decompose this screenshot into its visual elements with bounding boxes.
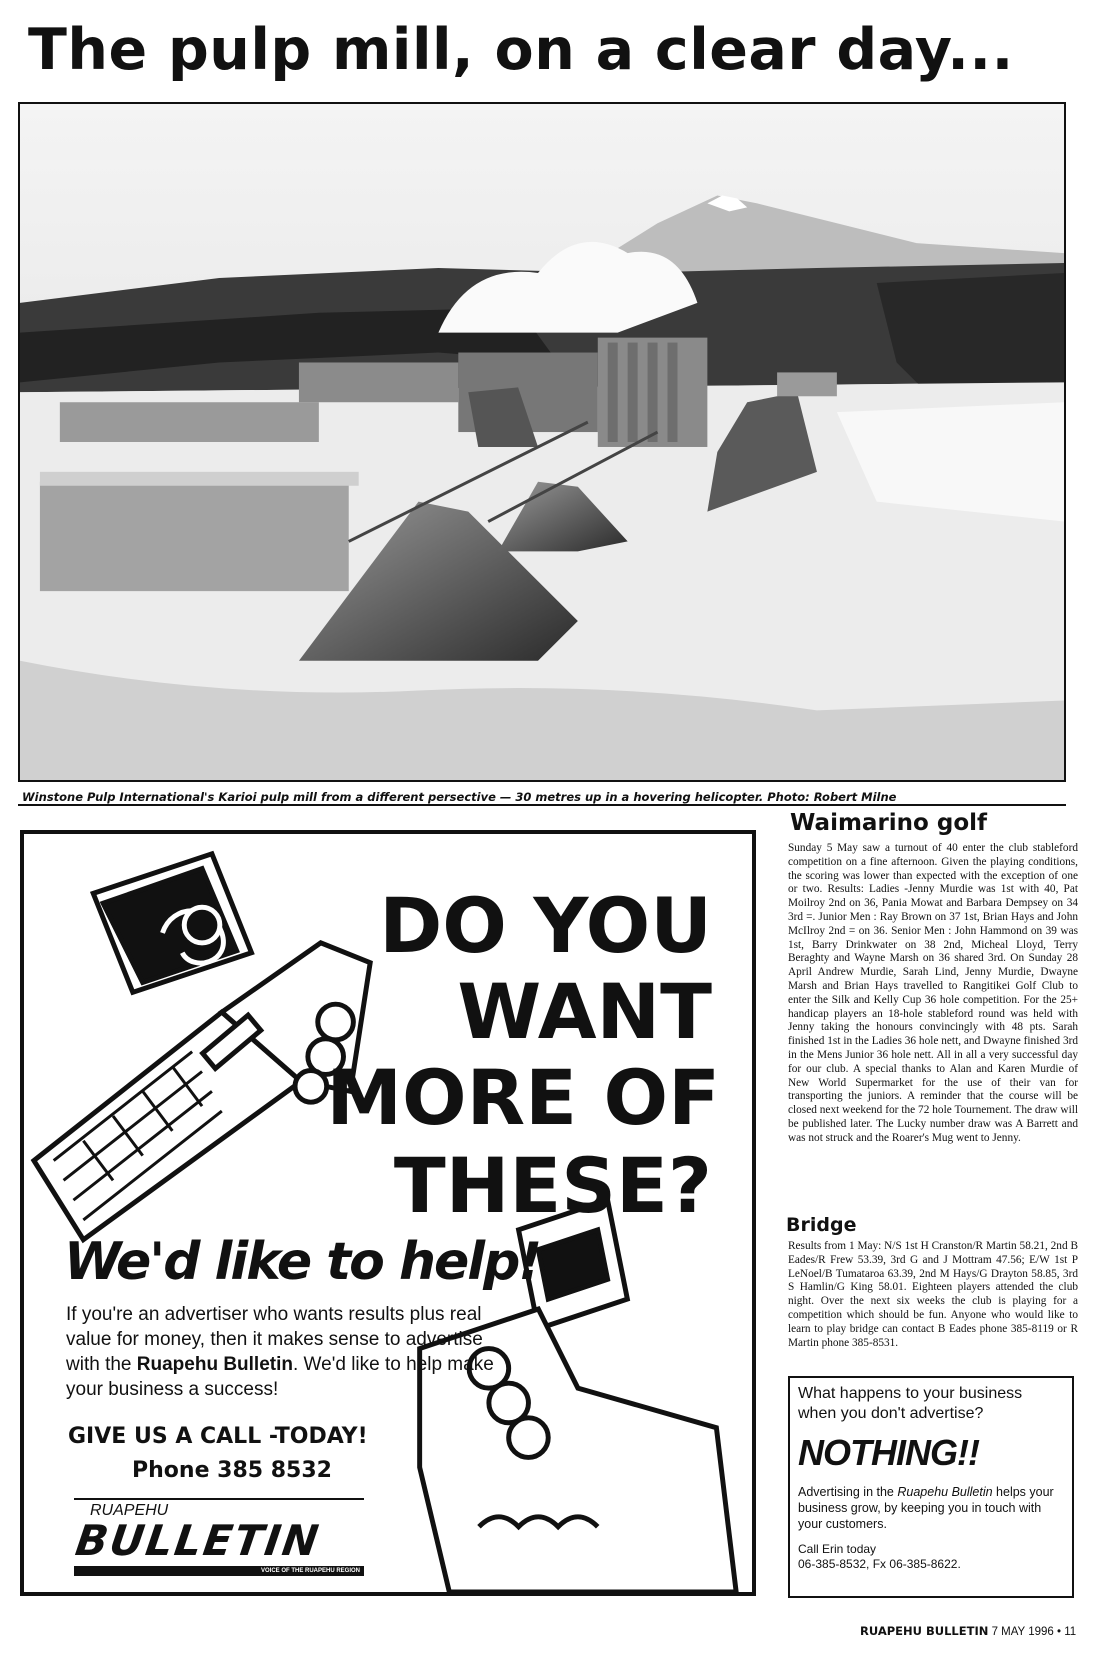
- ad-body-text: If you're an advertiser who wants results plus real value for money, then it makes sense to advertise with the Ruapehu Bulletin. We'd like to help make your business a success!: [66, 1304, 494, 1400]
- photo-caption: Winstone Pulp International's Karioi pulp mill from a different persective — 30 metres up in a hovering helicopter. Photo: Robert Milne: [22, 790, 897, 804]
- logo-top-text: RUAPEHU: [90, 1502, 169, 1519]
- footer-date: 7 MAY 1996: [991, 1626, 1054, 1638]
- house-ad-contact: Call Erin today 06-385-8532, Fx 06-385-8622.: [798, 1542, 961, 1571]
- ad-heading-line-4: THESE?: [393, 1141, 712, 1230]
- ad-heading-line-3: MORE OF: [326, 1053, 720, 1142]
- logo-name: BULLETIN: [72, 1516, 324, 1565]
- ad-call-to-action: GIVE US A CALL -TODAY!: [68, 1424, 368, 1449]
- house-ad-text: Advertising in the Ruapehu Bulletin helps your business grow, by keeping you in touch with your customers.: [798, 1485, 1054, 1531]
- footer-page-number: 11: [1064, 1626, 1077, 1638]
- bridge-heading: Bridge: [786, 1214, 857, 1236]
- caption-rule: [18, 804, 1066, 806]
- footer-separator: •: [1057, 1626, 1062, 1638]
- house-ad-brand: Ruapehu Bulletin: [897, 1485, 993, 1499]
- logo-tagline: VOICE OF THE RUAPEHU REGION: [260, 1568, 360, 1574]
- headline: The pulp mill, on a clear day...: [28, 17, 1014, 83]
- golf-article-text: Sunday 5 May saw a turnout of 40 enter the club stableford competition on a fine afternoon. Given the playing conditions, the scoring was lower than expected with the exception of one or two. Results: Ladies -Jenny Murdie was 1st with 40, Pat Moilroy 2nd on 36, Pania Mowat and Barbara Dempsey on 34 3rd =. Junior Men : Ray Brown on 37 1st, Brian Hays and John McIlroy 2nd = on 36. Senior Men : John Hammond on 39 was 1st, Barry Drinkwater on 38 2nd, Micheal Lloyd, Terry Beraghty and Wayne Marsh on 36 shared 3rd. On Sunday 28 April Andrew Murdie, Sarah Lind, Jenny Murdie, Dwayne Marsh and Brian Hays travelled to Rangitikei Golf Club to enter the Silk and Kelly Cup 36 hole competition. For the 25+ handicap players an 18-hole stableford round was held with Jenny taking the honours convincingly with 48 pts. Sarah finished 1st in the Ladies 36 hole nett, and Dwayne finished 3rd in the Mens Junior 36 hole nett. All in all a very successful day for our club. A special thanks to Alan and Karen Murdie of New World Supermarket for the use of their van for transporting the juniors. A reminder that the course will be closed next weekend for the 72 hole Tournement. The draw will be published later. The Lucky number draw was A Barrett and was not struck and the Roarer's Mug went to Jenny.: [788, 842, 1078, 1144]
- bridge-article-text: Results from 1 May: N/S 1st H Cranston/R Martin 58.21, 2nd B Eades/R Frew 53.39, 3rd G and J Mottram 47.56; E/W 1st P LeNoel/B Tumataroa 63.39, 2nd M Hays/G Drayton 58.85, 3rd S Hamlin/G King 58.01. Eighteen players attended the club night. Over the next six weeks the club is playing for a competition which should be fun. Anyone who would like to learn to play bridge can contact B Eades phone 385-8119 or R Martin phone 385-8531.: [788, 1240, 1078, 1349]
- golf-heading: Waimarino golf: [790, 810, 988, 836]
- footer-paper-name: RUAPEHU BULLETIN: [860, 1624, 989, 1638]
- pulp-mill-photo: [18, 102, 1066, 782]
- ad-subheading: We'd like to help!: [64, 1232, 541, 1292]
- house-ad-question: What happens to your business when you don't advertise?: [798, 1385, 1023, 1422]
- house-ad-answer: NOTHING!!: [798, 1432, 979, 1473]
- ad-brand-name: Ruapehu Bulletin: [136, 1354, 293, 1375]
- ad-phone-number: Phone 385 8532: [132, 1458, 332, 1483]
- bulletin-logo: [74, 1494, 364, 1578]
- ad-heading-line-1: DO YOU: [379, 881, 712, 970]
- house-advert-box: [788, 1376, 1074, 1598]
- ad-heading-line-2: WANT: [457, 967, 712, 1056]
- advertisement: [20, 830, 756, 1596]
- page-footer: [860, 1624, 1076, 1638]
